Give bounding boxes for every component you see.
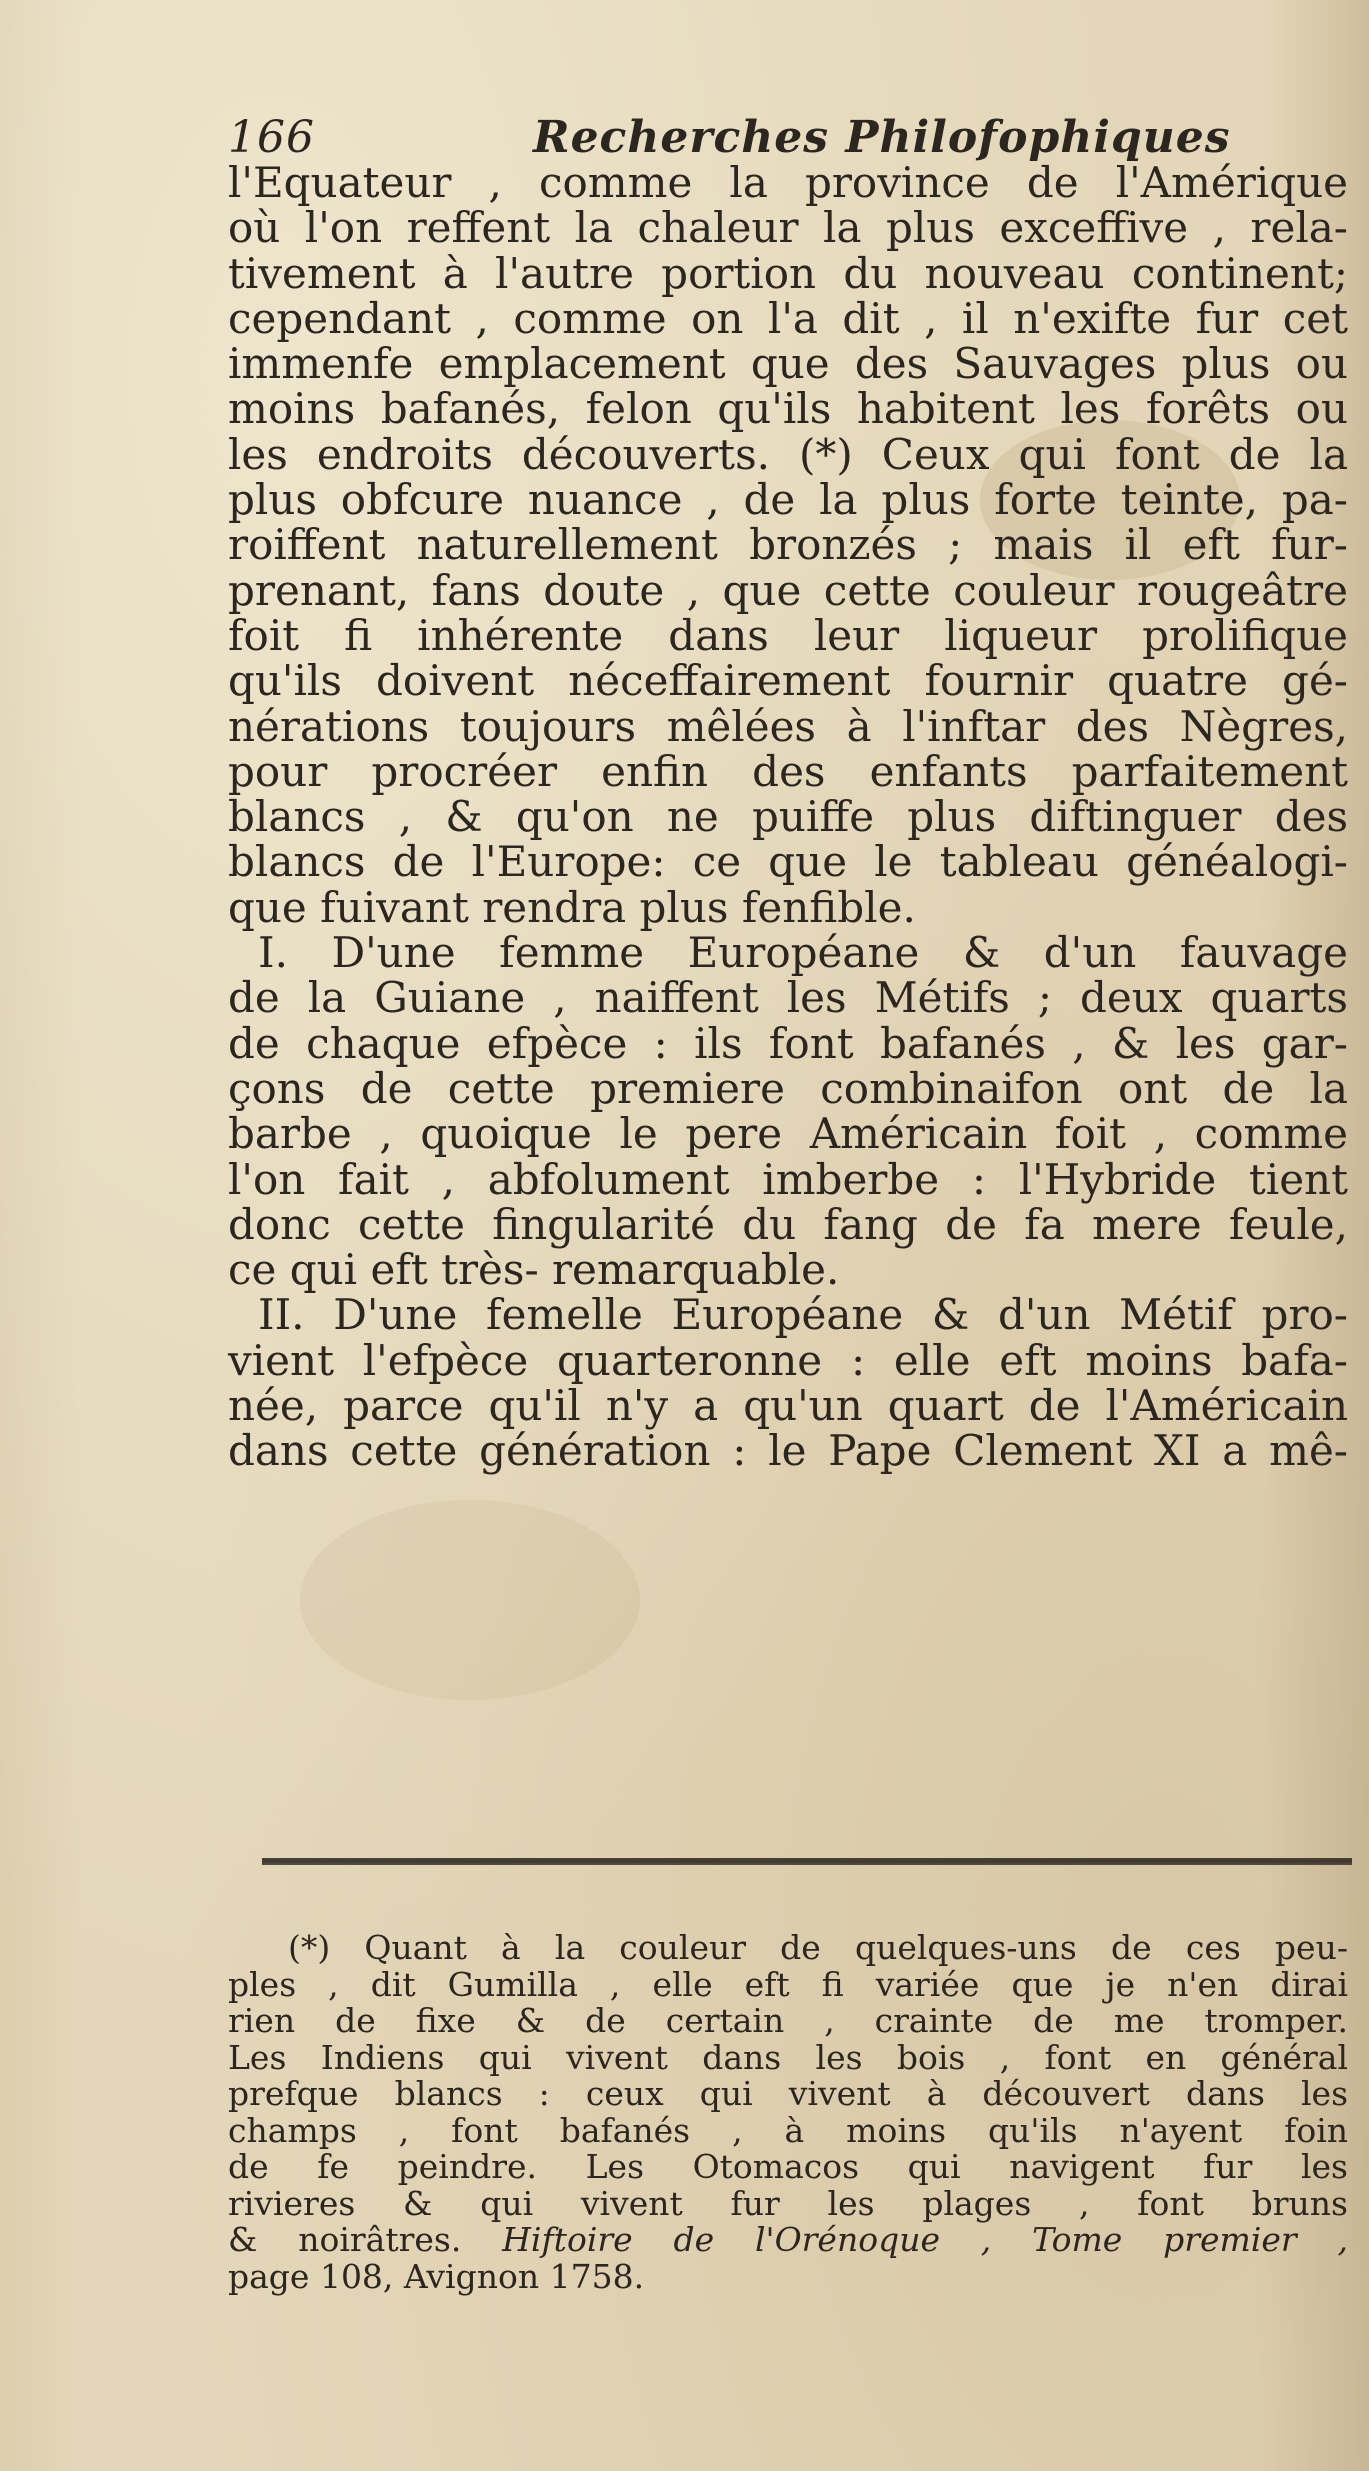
text-line: II. D'une femelle Européane & d'un Métif pro- — [258, 1290, 1348, 1340]
footnote-line: ples , dit Gumilla , elle eft fi variée que je n'en dirai — [228, 1964, 1348, 2004]
text-line: que fuivant rendra plus fenfible. — [228, 882, 916, 932]
footnote-citation-line — [228, 2222, 1348, 2259]
citation-prefix: & noirâtres. — [228, 2220, 462, 2259]
text-line: les endroits découverts. (*) Ceux qui font de la — [228, 429, 1348, 479]
text-line: pour procréer enfin des enfants parfaitement — [228, 746, 1348, 796]
text-line: l'Equateur , comme la province de l'Amérique — [228, 158, 1348, 207]
text-line: où l'on reffent la chaleur la plus exceffive , rela- — [228, 203, 1348, 253]
footnote-line: Les Indiens qui vivent dans les bois , font en général — [228, 2037, 1348, 2077]
text-line: cependant , comme on l'a dit , il n'exifte fur cet — [228, 293, 1348, 343]
text-line: née, parce qu'il n'y a qu'un quart de l'Américain — [228, 1381, 1348, 1431]
citation-volume: Tome premier , — [1032, 2220, 1348, 2259]
text-line: vient l'efpèce quarteronne : elle eft moins bafa- — [228, 1335, 1348, 1385]
body-text — [228, 160, 1348, 1474]
text-line: blancs , & qu'on ne puiffe plus diftinguer des — [228, 792, 1348, 842]
footnote-rule — [262, 1858, 1352, 1865]
text-line: qu'ils doivent néceffairement fournir quatre gé- — [228, 656, 1348, 706]
page-number: 166 — [228, 112, 315, 163]
paper-stain — [300, 1500, 640, 1700]
text-line: prenant, fans doute , que cette couleur rougeâtre — [228, 565, 1348, 615]
text-line: de la Guiane , naiffent les Métifs ; deux quarts — [228, 973, 1348, 1023]
text-line: de chaque efpèce : ils font bafanés , & les gar- — [228, 1018, 1348, 1068]
citation-work: Hiftoire de l'Orénoque , — [502, 2220, 992, 2259]
footnote-line: rien de fixe & de certain , crainte de me tromper. — [228, 2001, 1348, 2040]
footnote — [228, 1930, 1348, 2295]
text-line: nérations toujours mêlées à l'inftar des Nègres, — [228, 701, 1348, 751]
text-line: dans cette génération : le Pape Clement XI a mê- — [228, 1426, 1348, 1476]
text-line: ce qui eft très- remarquable. — [228, 1245, 840, 1295]
text-line: moins bafanés, felon qu'ils habitent les forêts ou — [228, 384, 1348, 434]
running-title: Recherches Philofophiques — [533, 112, 1231, 163]
citation-location: page 108, Avignon 1758. — [228, 2256, 645, 2296]
text-line: barbe , quoique le pere Américain foit , comme — [228, 1109, 1348, 1159]
footnote-line: champs , font bafanés , à moins qu'ils n'ayent foin — [228, 2110, 1348, 2150]
text-line: donc cette fingularité du fang de fa mere feule, — [228, 1199, 1348, 1249]
footnote-line: rivieres & qui vivent fur les plages , font bruns — [228, 2183, 1348, 2223]
text-line: çons de cette premiere combinaifon ont de la — [228, 1063, 1348, 1113]
text-line: tivement à l'autre portion du nouveau continent; — [228, 248, 1348, 298]
text-line: blancs de l'Europe: ce que le tableau généalogi- — [228, 837, 1348, 887]
footnote-line: (*) Quant à la couleur de quelques-uns de ces peu- — [288, 1928, 1348, 1967]
text-line: foit fi inhérente dans leur liqueur prolifique — [228, 610, 1348, 660]
text-line: roiffent naturellement bronzés ; mais il eft fur- — [228, 520, 1348, 570]
footnote-line: de fe peindre. Les Otomacos qui navigent fur les — [228, 2147, 1348, 2186]
text-line: immenfe emplacement que des Sauvages plus ou — [228, 339, 1348, 389]
text-line: I. D'une femme Européane & d'un fauvage — [258, 928, 1348, 978]
text-line: l'on fait , abfolument imberbe : l'Hybride tient — [228, 1154, 1348, 1204]
text-line: plus obfcure nuance , de la plus forte teinte, pa- — [228, 475, 1348, 525]
footnote-line: prefque blancs : ceux qui vivent à découvert dans les — [228, 2074, 1348, 2113]
